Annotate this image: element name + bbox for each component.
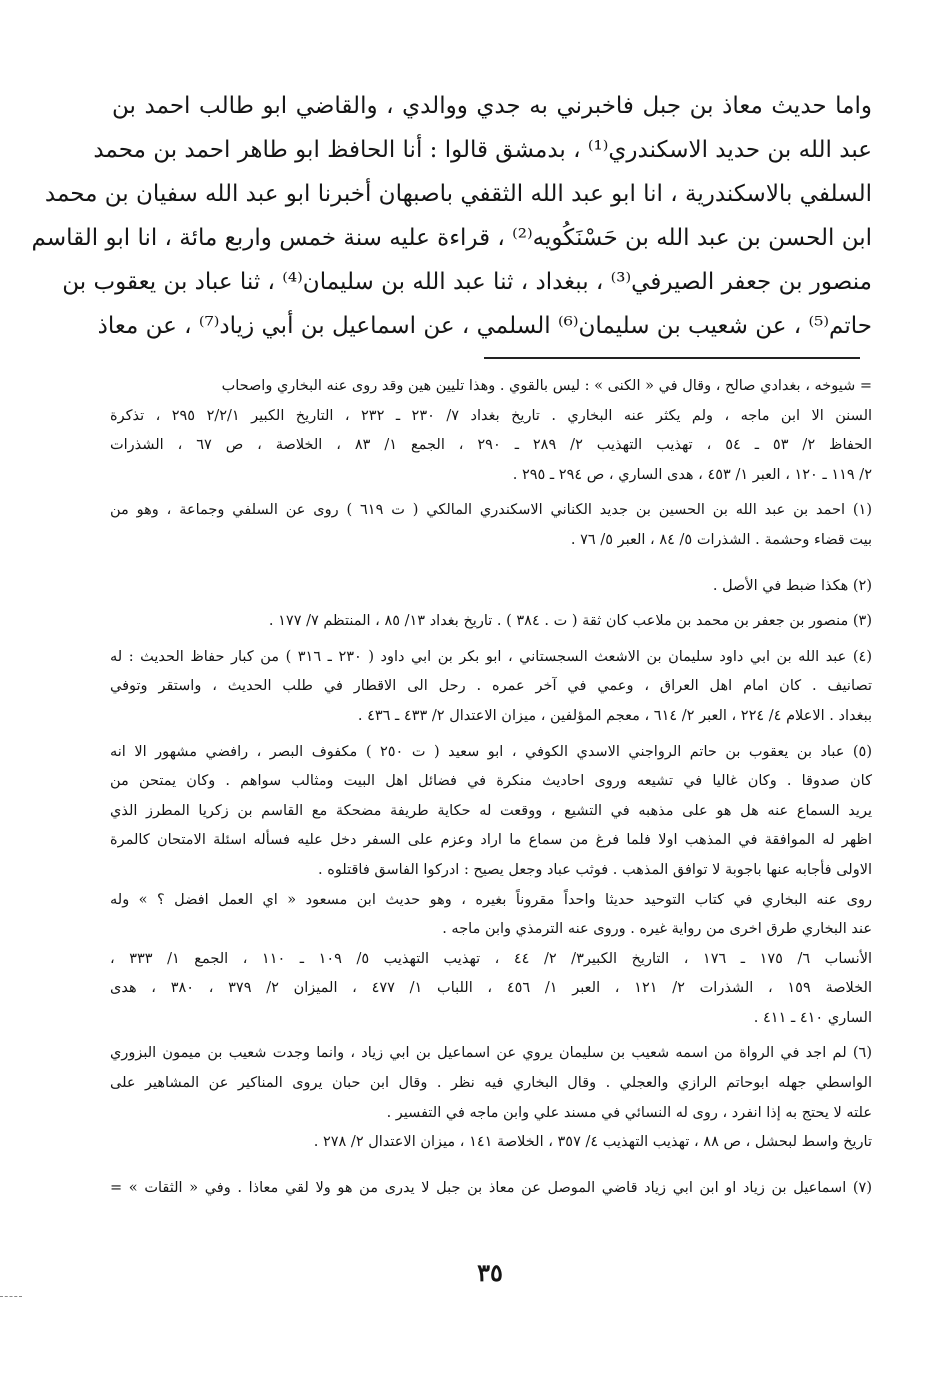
main-text-line: السلفي بالاسكندرية ، انا ابو عبد الله الثقفي باصبهان أخبرنا ابو عبد الله سفيان بن محمد [44, 181, 872, 207]
main-text-line: عبد الله بن حديد الاسكندري⁽¹⁾ ، بدمشق قالوا : أنا الحافظ ابو طاهر احمد بن محمد [93, 137, 872, 163]
footnote-5 [110, 738, 872, 1034]
footnote-line: = شيوخه ، بغدادي صالح ، وقال في « الكنى » : ليس بالقوي . وهذا تليين هين وقد روى عنه البخاري واصحاب [221, 378, 872, 394]
footnote-line: (٤) عبد الله بن ابي داود سليمان بن الاشعث السجستاني ، ابو بكر بن ابي داود ( ٢٣٠ ـ ٣١٦ ) من كبار حفاظ الحديث : له [110, 648, 872, 665]
main-text-line: ابن الحسن بن عبد الله بن حَسْنَكُويه⁽²⁾ ، قراءة عليه سنة خمس واربع مائة ، انا ابو القاسم [31, 225, 872, 251]
footnote-line: السنن الا ابن ماجه ، ولم يكثر عنه البخاري . تاريخ بغداد ٧/ ٢٣٠ ـ ٢٣٢ ، التاريخ الكبير ٢/٢/١ ٢٩٥ ، تذكرة [110, 407, 873, 424]
footnote-2 [110, 572, 872, 602]
footnote-line: (٧) اسماعيل بن زياد او ابن ابي زياد قاضي الموصل عن معاذ بن جبل لا يدرى من هو ولا لقي معاذا . وفي « الثقات » = [110, 1179, 872, 1196]
footnote-4 [110, 643, 872, 732]
footnote-line: الواسطي جهله ابوحاتم الرازي والعجلي . وقال البخاري فيه نظر . وقال ابن حبان يروى المناكير عن المشاهير على [110, 1075, 872, 1092]
footnote-line: الخلاصة ١٥٩ ، الشذرات ٢/ ١٢١ ، العبر ١/ ٤٥٦ ، اللباب ١/ ٤٧٧ ، الميزان ٢/ ٣٧٩ ، ٣٨٠ ، هدى [110, 980, 873, 997]
footnote-line: (٥) عباد بن يعقوب بن حاتم الرواجني الاسدي الكوفي ، ابو سعيد ( ت ٢٥٠ ) مكفوف البصر ، رافضي مشهور الا انه [110, 743, 873, 760]
scan-artifact [0, 1296, 22, 1297]
footnote-line: (٣) منصور بن جعفر بن محمد بن ملاعب كان ثقة ( ت . ٣٨٤ ) . تاريخ بغداد ١٣/ ٨٥ ، المنتظم ٧/ ١٧٧ . [268, 613, 872, 630]
footnote-line: كان صدوقا . وكان غاليا في تشيعه وروى احاديث منكرة في فضائل اهل البيت ومثالب سواهم . وكان يمتحن من [110, 773, 872, 790]
footnote-line: (٦) لم اجد في الرواة من اسمه شعيب بن سليمان يروي عن اسماعيل بن ابي زياد ، وانما وجدت شعيب بن ميمون البزوري [110, 1045, 872, 1062]
main-text-line: حاتم⁽⁵⁾ ، عن شعيب بن سليمان⁽⁶⁾ السلمي ، عن اسماعيل بن أبي زياد⁽⁷⁾ ، عن معاذ [97, 313, 872, 339]
main-text [31, 84, 872, 348]
footnote-3 [110, 607, 872, 637]
footnote-line: الأنساب ٦/ ١٧٥ ـ ١٧٦ ، التاريخ الكبير٣/ ٢/ ٤٤ ، تهذيب التهذيب ٥/ ١٠٩ ـ ١١٠ ، الجمع ١/ ٣٣٣ ، [110, 950, 873, 967]
footnote-line: الحفاظ ٢/ ٥٣ ـ ٥٤ ، تهذيب التهذيب ٢/ ٢٨٩ ـ ٢٩٠ ، الجمع ١/ ٨٣ ، الخلاصة ، ص ٦٧ ، الشذرات [110, 437, 873, 454]
page-number: ٣٥ [477, 1258, 503, 1287]
footnote-6 [110, 1039, 872, 1157]
footnote-line: يريد السماع عنه هل هو على مذهبه في التشيع ، ووقعت له حكاية طريفة مضحكة مع القاسم بن زكريا المطرز الذي [110, 802, 872, 819]
footnote-line: الاولى فأجابه عنها باجوبة لا توافق المذهب . فوثب عباد وجعل يصيح : ادركوا الفاسق فاقتلوه . [318, 861, 872, 878]
footnote-line: الساري ٤١٠ ـ ٤١١ . [753, 1009, 872, 1026]
footnote-7 [110, 1174, 872, 1204]
footnote-line: تاريخ واسط لبحشل ، ص ٨٨ ، تهذيب التهذيب ٤/ ٣٥٧ ، الخلاصة ١٤١ ، ميزان الاعتدال ٢/ ٢٧٨ . [313, 1134, 872, 1151]
footnote-line: اظهر له الموافقة في المذهب اولا فلما فرغ من سماع ما اراد وعزم على السفر دخل عليه فسأله اسئلة الامتحان كالمرة [110, 832, 872, 849]
footnote-1 [110, 496, 872, 555]
footnote-line: (١) احمد بن عبد الله بن الحسين بن جديد الكناني الاسكندري المالكي ( ت ٦١٩ ) روى عن السلفي وجماعة ، وهو من [110, 502, 872, 519]
footnote-continuation [110, 372, 872, 490]
footnotes [110, 372, 872, 1209]
footnote-line: ببغداد . الاعلام ٤/ ٢٢٤ ، العبر ٢/ ٦١٤ ، معجم المؤلفين ، ميزان الاعتدال ٢/ ٤٣٣ ـ ٤٣٦ . [357, 707, 872, 724]
footnote-line: بيت قضاء وحشمة . الشذرات ٥/ ٨٤ ، العبر ٥/ ٧٦ . [570, 531, 872, 548]
footnote-line: علته لا يحتج به إذا انفرد ، روى له النسائي في مسند علي وابن ماجه في التفسير . [386, 1104, 872, 1121]
footnote-line: تصانيف . كان امام اهل العراق ، وعمي في آخر عمره . رحل الى الاقطار في طلب الحديث ، واستقر وتوفي [110, 678, 872, 695]
main-text-line: واما حديث معاذ بن جبل فاخبرني به جدي ووالدي ، والقاضي ابو طالب احمد بن [112, 93, 872, 119]
footnote-line: (٢) هكذا ضبط في الأصل . [712, 577, 872, 594]
main-text-line: منصور بن جعفر الصيرفي⁽³⁾ ، ببغداد ، ثنا عبد الله بن سليمان⁽⁴⁾ ، ثنا عباد بن يعقوب بن [62, 269, 872, 295]
footnote-line: ٢/ ١١٩ ـ ١٢٠ ، العبر ١/ ٤٥٣ ، هدى الساري ، ص ٢٩٤ ـ ٢٩٥ . [512, 466, 872, 483]
footnote-line: عند البخاري طرق اخرى من رواية غيره . وروى عنه الترمذي وابن ماجه . [442, 921, 872, 938]
footnote-line: روى عنه البخاري في كتاب التوحيد حديثا واحداً مقروناً بغيره ، وهو حديث ابن مسعود « اي العمل افضل ؟ » وله [110, 891, 872, 908]
footnote-separator [484, 357, 860, 359]
